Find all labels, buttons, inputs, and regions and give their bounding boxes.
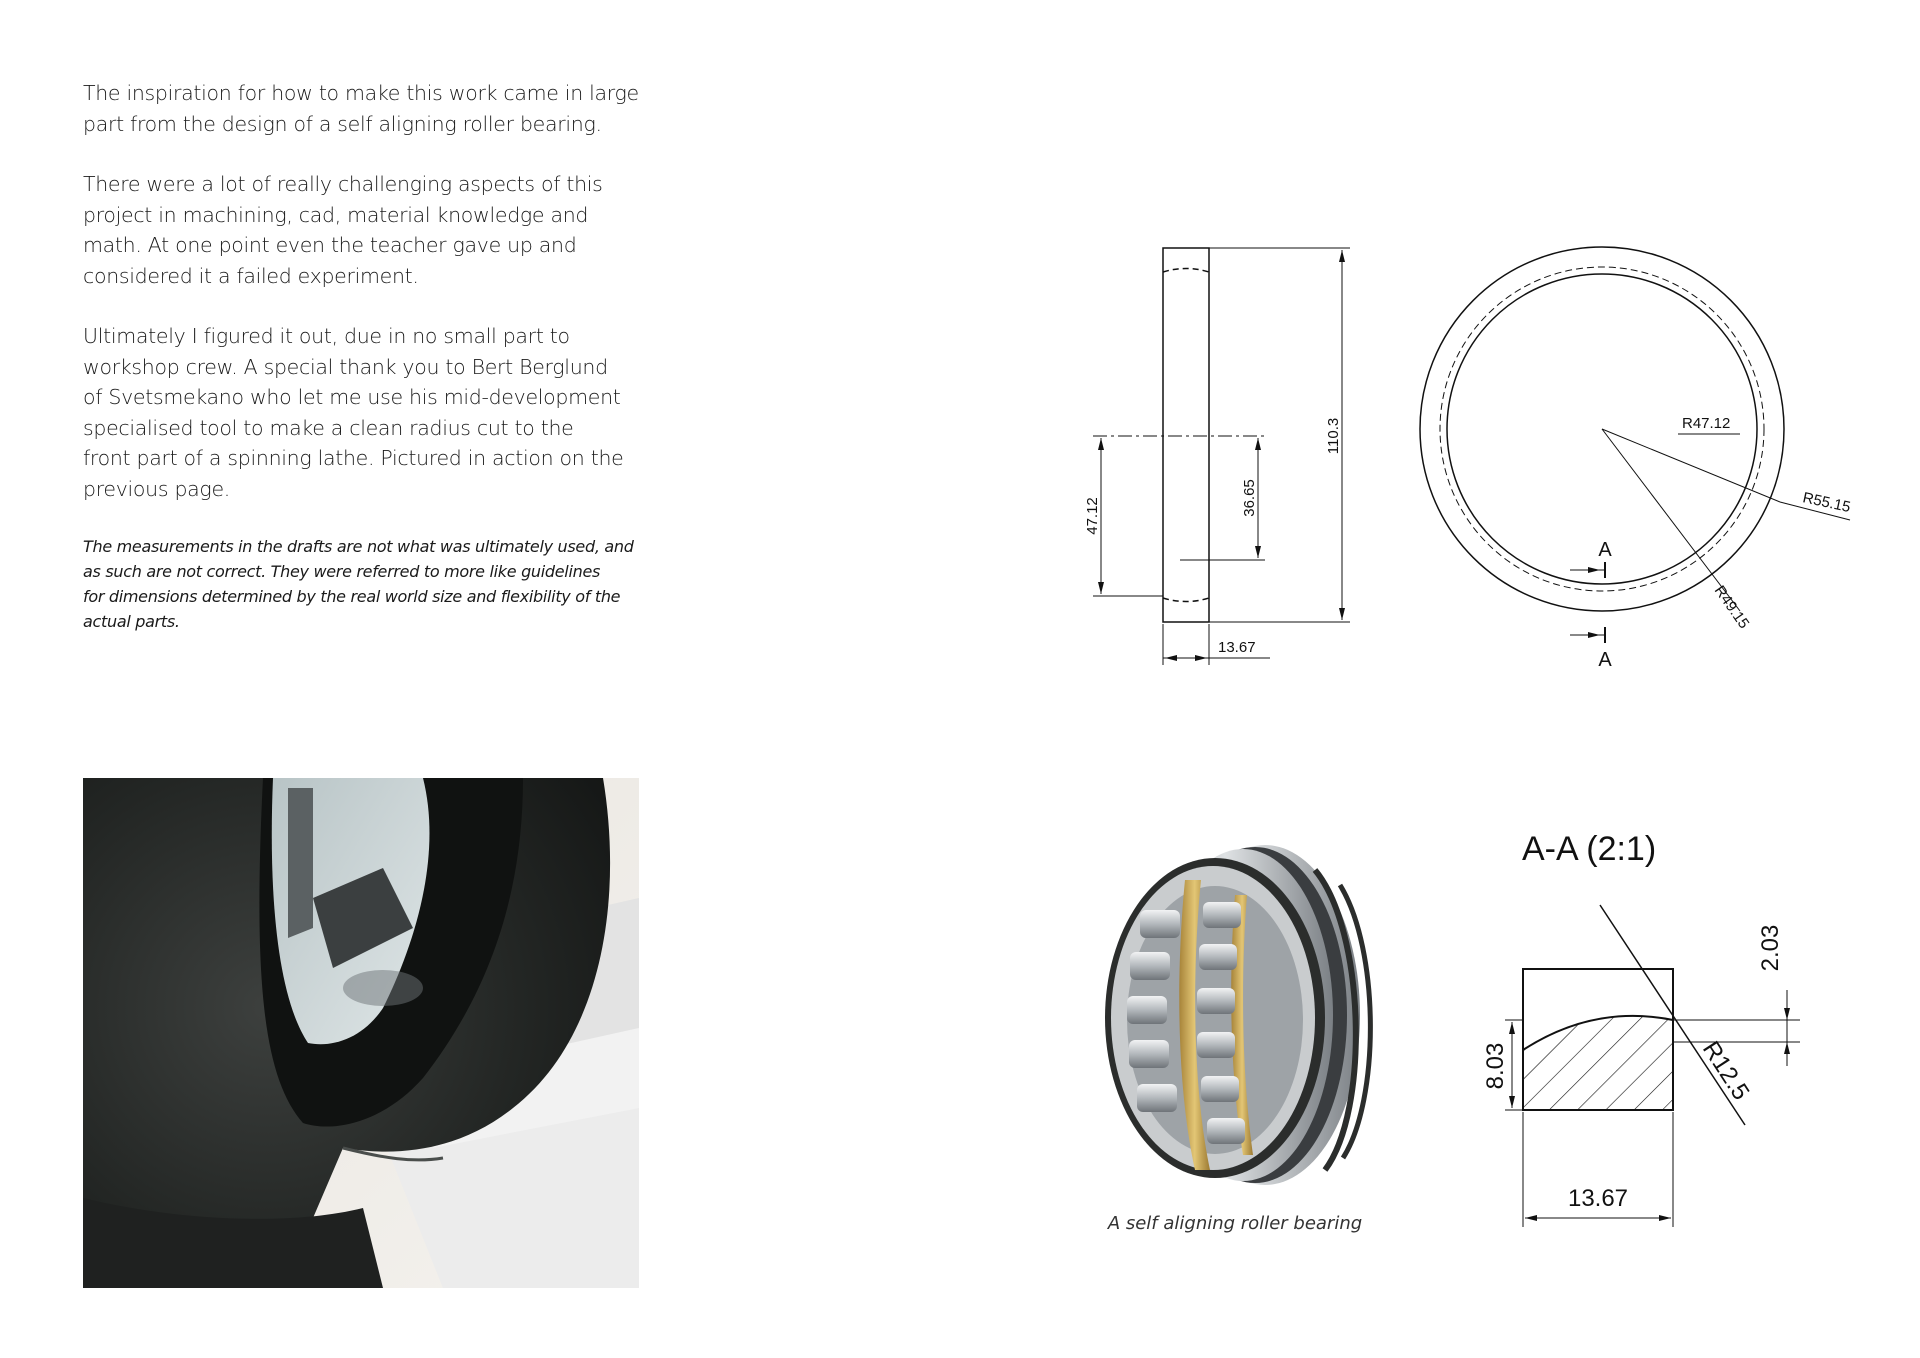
section-marker-top: A — [1598, 539, 1612, 561]
front-radius-3: R49.15 — [1710, 582, 1753, 632]
bearing-caption: A self aligning roller bearing — [1107, 1213, 1363, 1234]
paragraph-inspiration: The inspiration for how to make this work came in large part from the design of a self aligning roller bearing. — [83, 81, 639, 136]
section-height-dim: 8.03 — [1482, 1042, 1509, 1090]
side-view-drawing — [1093, 248, 1350, 665]
side-height-dim: 110.3 — [1325, 417, 1342, 455]
section-view-drawing — [1505, 905, 1800, 1227]
front-radius-1: R47.12 — [1682, 415, 1731, 432]
paragraph-thanks: Ultimately I figured it out, due in no small part to workshop crew. A special thank you to Bert Berglund of Svetsmekano who let me use his mid-development specialised tool to make a clean radius cut to the front part of a spinning lathe. Pictured in action on the previous page. — [83, 324, 624, 501]
section-top-dim: 2.03 — [1757, 924, 1784, 972]
front-radius-2: R55.15 — [1801, 489, 1853, 516]
section-title: A-A (2:1) — [1522, 830, 1657, 868]
bearing-photo — [1085, 840, 1385, 1210]
side-lower-dim: 47.12 — [1084, 497, 1101, 535]
section-marker-bottom: A — [1598, 649, 1612, 671]
section-width-dim: 13.67 — [1567, 1185, 1629, 1212]
measurement-note: The measurements in the drafts are not what was ultimately used, and as such are not correct. They were referred to more like guidelines for dimensions determined by the real world size and flexibility of the actual parts. — [83, 537, 634, 631]
section-radius: R12.5 — [1696, 1036, 1755, 1105]
side-width-dim: 13.67 — [1218, 639, 1256, 656]
side-inner-dim: 36.65 — [1241, 479, 1258, 517]
paragraph-challenges: There were a lot of really challenging aspects of this project in machining, cad, material knowledge and math. At one point even the teacher gave up and considered it a failed experiment. — [83, 172, 603, 288]
bearing-illustration — [1085, 840, 1385, 1210]
front-view-drawing — [1420, 247, 1853, 643]
